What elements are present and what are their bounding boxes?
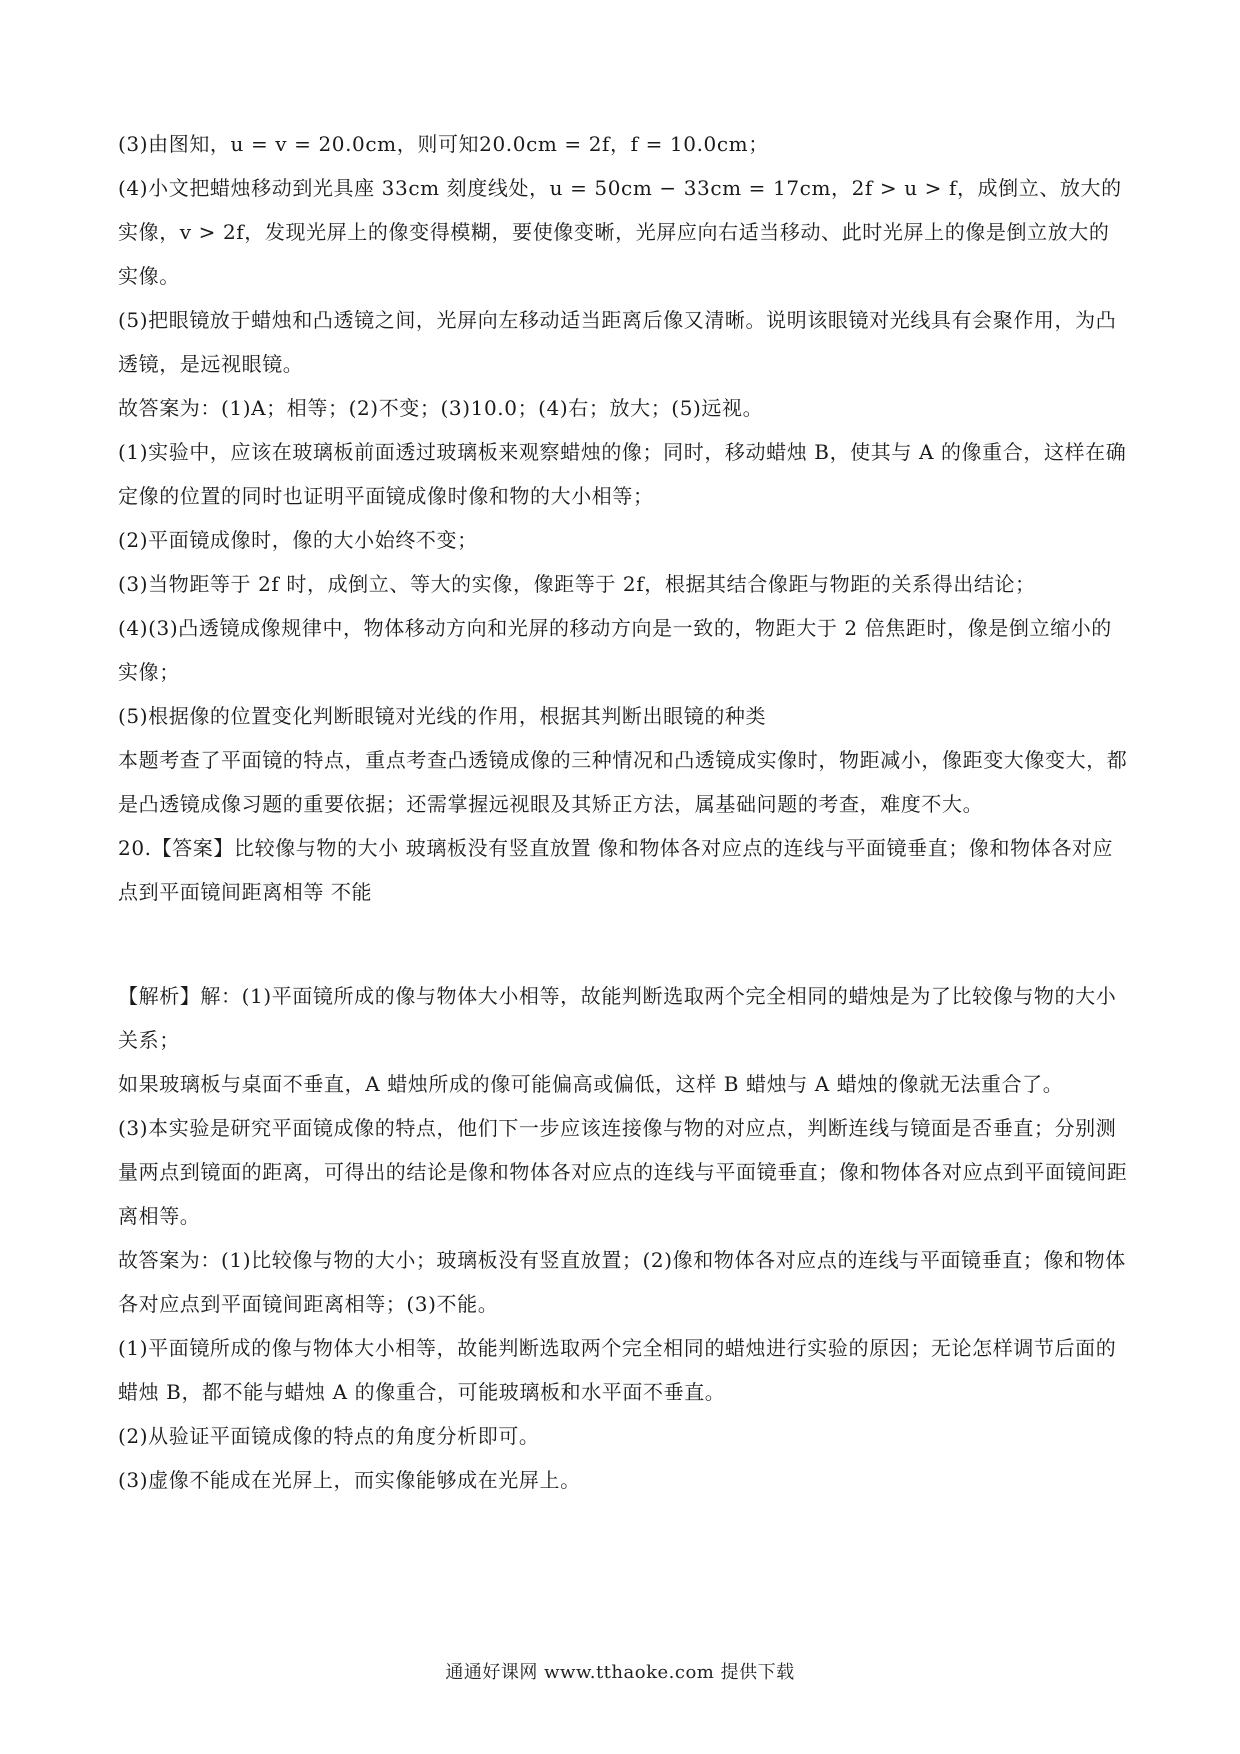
paragraph-q20-explain-3: (3)虚像不能成在光屏上，而实像能够成在光屏上。 bbox=[118, 1468, 581, 1492]
paragraph-q20-analysis-2: 如果玻璃板与桌面不垂直，A 蜡烛所成的像可能偏高或偏低，这样 B 蜡烛与 A 蜡烛的像就无法重合了。 bbox=[118, 1072, 1064, 1096]
paragraph-answer-summary-19: 故答案为：(1)A；相等；(2)不变；(3)10.0；(4)右；放大；(5)远视。 bbox=[118, 396, 764, 420]
paragraph-analysis-2: (2)平面镜成像时，像的大小始终不变； bbox=[118, 528, 478, 552]
paragraph-analysis-4: (4)(3)凸透镜成像规律中，物体移动方向和光屏的移动方向是一致的，物距大于 2 倍焦距时，像是倒立缩小的实像； bbox=[118, 616, 1112, 684]
paragraph-q20-explain-2: (2)从验证平面镜成像的特点的角度分析即可。 bbox=[118, 1424, 540, 1448]
paragraph-analysis-5: (5)根据像的位置变化判断眼镜对光线的作用，根据其判断出眼镜的种类 bbox=[118, 704, 767, 728]
paragraph-q20-explain-1: (1)平面镜所成的像与物体大小相等，故能判断选取两个完全相同的蜡烛进行实验的原因；无论怎样调节后面的蜡烛 B，都不能与蜡烛 A 的像重合，可能玻璃板和水平面不垂直。 bbox=[118, 1336, 1117, 1404]
paragraph-step-5-glasses: (5)把眼镜放于蜡烛和凸透镜之间，光屏向左移动适当距离后像又清晰。说明该眼镜对光线具有会聚作用，为凸透镜，是远视眼镜。 bbox=[118, 308, 1117, 376]
paragraph-q20-analysis-3: (3)本实验是研究平面镜成像的特点，他们下一步应该连接像与物的对应点，判断连线与镜面是否垂直；分别测量两点到镜面的距离，可得出的结论是像和物体各对应点的连线与平面镜垂直；像和物体各对应点到平面镜间距离相等。 bbox=[118, 1116, 1128, 1228]
paragraph-q20-analysis-1: 【解析】解：(1)平面镜所成的像与物体大小相等，故能判断选取两个完全相同的蜡烛是为了比较像与物的大小关系； bbox=[118, 984, 1117, 1052]
paragraph-analysis-3: (3)当物距等于 2f 时，成倒立、等大的实像，像距等于 2f，根据其结合像距与物距的关系得出结论； bbox=[118, 572, 1036, 596]
paragraph-question-20-answer: 20.【答案】比较像与物的大小 玻璃板没有竖直放置 像和物体各对应点的连线与平面镜垂直；像和物体各对应点到平面镜间距离相等 不能 bbox=[118, 836, 1114, 904]
paragraph-analysis-1: (1)实验中，应该在玻璃板前面透过玻璃板来观察蜡烛的像；同时，移动蜡烛 B，使其与 A 的像重合，这样在确定像的位置的同时也证明平面镜成像时像和物的大小相等； bbox=[118, 440, 1127, 508]
paragraph-q20-answer-summary: 故答案为：(1)比较像与物的大小；玻璃板没有竖直放置；(2)像和物体各对应点的连线与平面镜垂直；像和物体各对应点到平面镜间距离相等；(3)不能。 bbox=[118, 1248, 1126, 1316]
section-gap bbox=[118, 914, 1130, 974]
paragraph-step-3-focal-length: (3)由图知，u = v = 20.0cm，则可知20.0cm = 2f，f = 10.0cm； bbox=[118, 132, 769, 156]
document-body bbox=[118, 122, 1130, 1502]
paragraph-step-4-move-candle: (4)小文把蜡烛移动到光具座 33cm 刻度线处，u = 50cm − 33cm = 17cm，2f > u > f，成倒立、放大的实像，v > 2f，发现光屏上的像变得模糊，要使像变晰，光屏应向右适当移动、此时光屏上的像是倒立放大的实像。 bbox=[118, 176, 1122, 288]
page-footer: 通通好课网 www.tthaoke.com 提供下载 bbox=[445, 1662, 795, 1683]
paragraph-comment: 本题考查了平面镜的特点，重点考查凸透镜成像的三种情况和凸透镜成实像时，物距减小，像距变大像变大，都是凸透镜成像习题的重要依据；还需掌握远视眼及其矫正方法，属基础问题的考查，难度不大。 bbox=[118, 748, 1128, 816]
